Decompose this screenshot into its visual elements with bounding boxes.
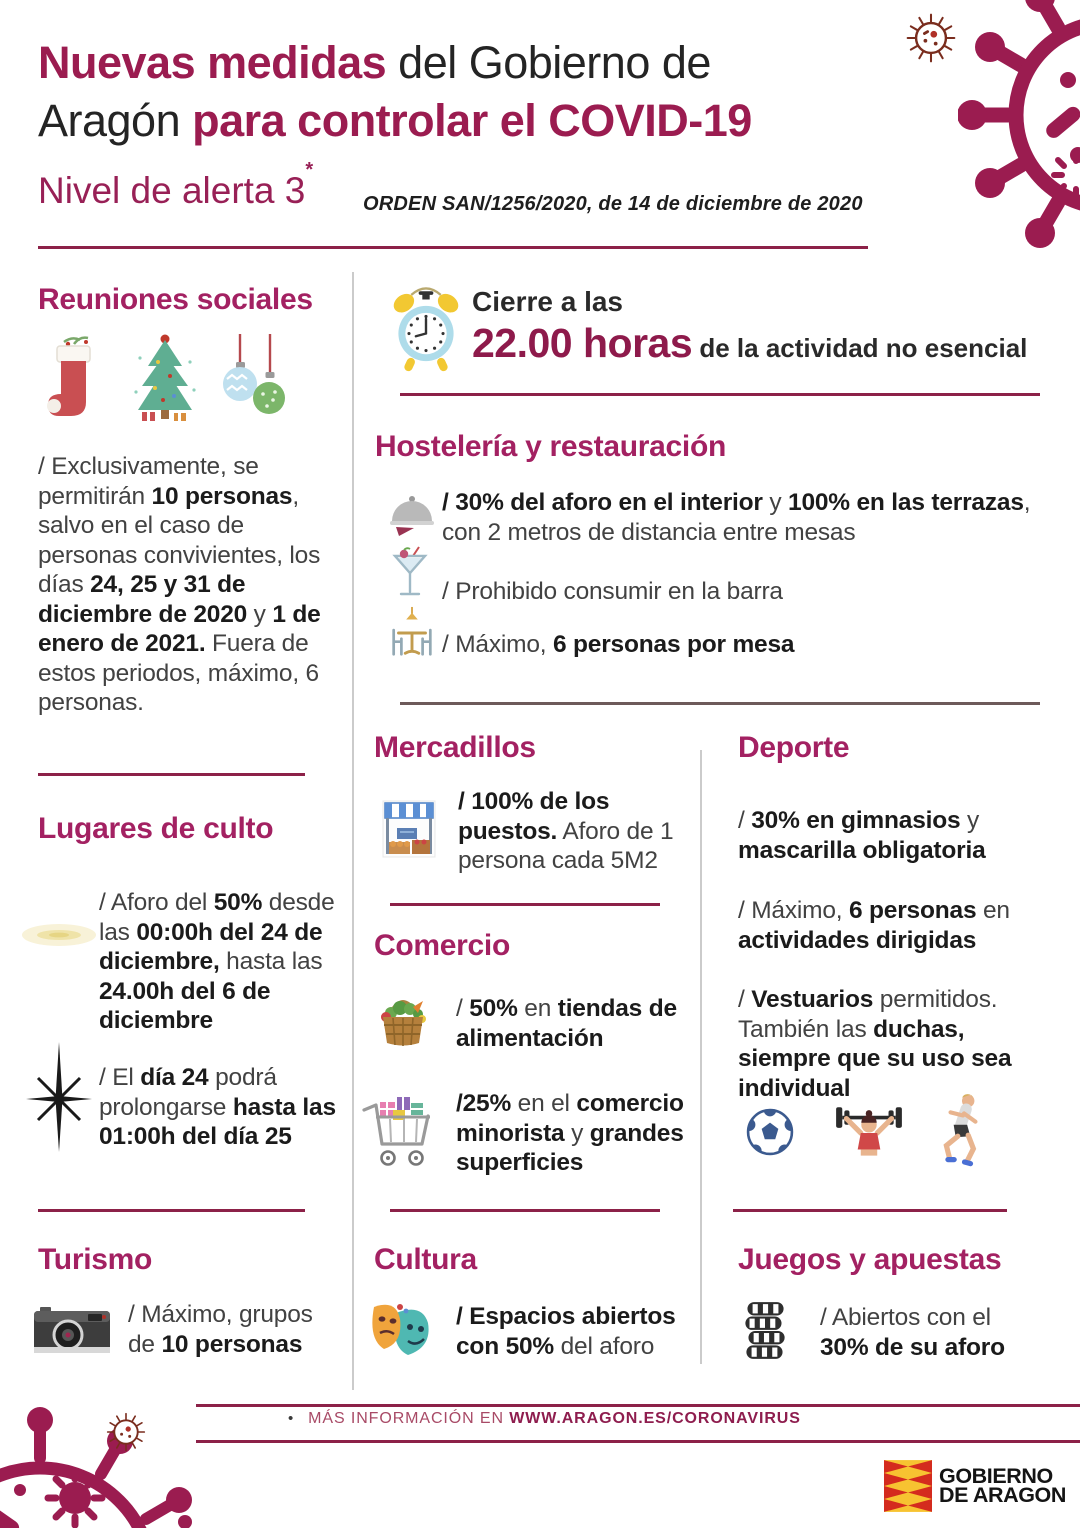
divider-cierre <box>400 393 1040 396</box>
soccer-ball-icon <box>746 1108 794 1156</box>
food-basket-icon <box>377 986 429 1050</box>
cloche-icon <box>388 490 436 538</box>
divider-mercadillos <box>390 903 660 906</box>
hosteleria-item-2: / Prohibido consumir en la barra <box>442 578 783 605</box>
aragon-flag-icon <box>884 1460 932 1512</box>
gobierno-aragon-logo <box>884 1460 1066 1512</box>
divider-deporte <box>733 1209 1007 1212</box>
deporte-item-1: / 30% en gimnasios y mascarilla obligatoria <box>738 807 986 864</box>
reuniones-body: / Exclusivamente, se permitirán 10 personas, salvo en el caso de personas convivientes, los días 24, 25 y 31 de diciembre de 2020 y 1 de enero de 2021. Fuera de estos periodos, máximo, 6 personas. <box>38 453 321 716</box>
deporte-item-2: / Máximo, 6 personas en actividades dirigidas <box>738 897 1010 954</box>
divider-hosteleria <box>400 702 1040 705</box>
cultura-item: / Espacios abiertos con 50% del aforo <box>456 1303 676 1360</box>
christmas-tree-icon <box>130 332 200 428</box>
alert-asterisk: * <box>305 158 314 181</box>
shopping-cart-icon <box>360 1090 438 1172</box>
column-divider-left <box>352 272 354 1390</box>
page-title <box>38 34 752 150</box>
logo-text <box>939 1463 1066 1507</box>
mercadillos-item: / 100% de los puestos. Aforo de 1 persona cada 5M2 <box>458 788 674 874</box>
section-title-lugares: Lugares de culto <box>38 812 274 845</box>
comercio-item-1: / 50% en tiendas de alimentación <box>456 995 677 1052</box>
deporte-item-3: / Vestuarios permitidos. También las duchas, siempre que su uso sea individual <box>738 986 1012 1102</box>
header-divider <box>38 246 868 249</box>
section-title-mercadillos: Mercadillos <box>374 731 536 764</box>
poker-chips-icon <box>742 1300 788 1364</box>
footer-divider-bottom <box>196 1440 1080 1443</box>
footer-info-text: MÁS INFORMACIÓN EN WWW.ARAGON.ES/CORONAVIRUS <box>308 1410 801 1427</box>
comercio-item-2: /25% en el comercio minorista y grandes superficies <box>456 1090 684 1176</box>
divider-comercio <box>390 1209 660 1212</box>
alert-level: Nivel de alerta 3* <box>38 158 314 211</box>
cierre-statement <box>472 320 1027 367</box>
cierre-block <box>472 286 1027 367</box>
weightlifter-icon <box>832 1100 906 1166</box>
table-chairs-icon <box>386 606 438 660</box>
cierre-time: 22.00 horas <box>472 320 693 366</box>
hosteleria-item-1: / 30% del aforo en el interior y 100% en las terrazas, con 2 metros de distancia entre mesas <box>442 489 1031 546</box>
section-title-comercio: Comercio <box>374 929 510 962</box>
divider-reuniones <box>38 773 305 776</box>
lugares-item-2: / El día 24 podrá prolongarse hasta las 01:00h del día 25 <box>99 1064 336 1150</box>
section-title-deporte: Deporte <box>738 731 850 764</box>
cierre-prefix: Cierre a las <box>472 286 623 317</box>
divider-lugares <box>38 1209 305 1212</box>
hosteleria-item-3: / Máximo, 6 personas por mesa <box>442 631 795 658</box>
bullet-icon: • <box>288 1410 295 1427</box>
footer-info <box>288 1410 801 1428</box>
section-title-hosteleria: Hostelería y restauración <box>375 430 726 463</box>
runner-icon <box>936 1092 990 1168</box>
page-title-line1: Nuevas medidas del Gobierno de <box>38 37 711 88</box>
market-stall-icon <box>382 800 436 858</box>
juegos-item: / Abiertos con el 30% de su aforo <box>820 1304 1005 1361</box>
camera-icon <box>32 1303 112 1361</box>
star-icon <box>24 1038 94 1156</box>
christmas-stocking-icon <box>44 335 104 427</box>
cocktail-icon <box>392 546 428 602</box>
turismo-item: / Máximo, grupos de 10 personas <box>128 1301 313 1358</box>
section-title-reuniones: Reuniones sociales <box>38 283 313 316</box>
theater-masks-icon <box>366 1298 434 1362</box>
baubles-icon <box>222 334 288 428</box>
virus-small-icon <box>903 10 959 66</box>
logo-line2: DE ARAGON <box>939 1483 1066 1507</box>
virus-large-icon <box>958 0 1080 265</box>
candle-glow-icon <box>20 912 98 958</box>
column-divider-right <box>700 750 702 1364</box>
section-title-turismo: Turismo <box>38 1243 153 1276</box>
lugares-item-1: / Aforo del 50% desde las 00:00h del 24 de diciembre, hasta las 24.00h del 6 de diciembre <box>99 889 335 1034</box>
alarm-clock-icon <box>380 278 472 378</box>
page-title-line2: Aragón para controlar el COVID-19 <box>38 95 752 146</box>
virus-small-icon <box>104 1410 148 1454</box>
cierre-rest: de la actividad no esencial <box>692 333 1028 363</box>
section-title-cultura: Cultura <box>374 1243 477 1276</box>
section-title-juegos: Juegos y apuestas <box>738 1243 1002 1276</box>
logo-line1: GOBIERNO <box>939 1463 1053 1488</box>
footer-divider-top <box>196 1404 1080 1407</box>
order-reference: ORDEN SAN/1256/2020, de 14 de diciembre de 2020 <box>363 193 863 215</box>
